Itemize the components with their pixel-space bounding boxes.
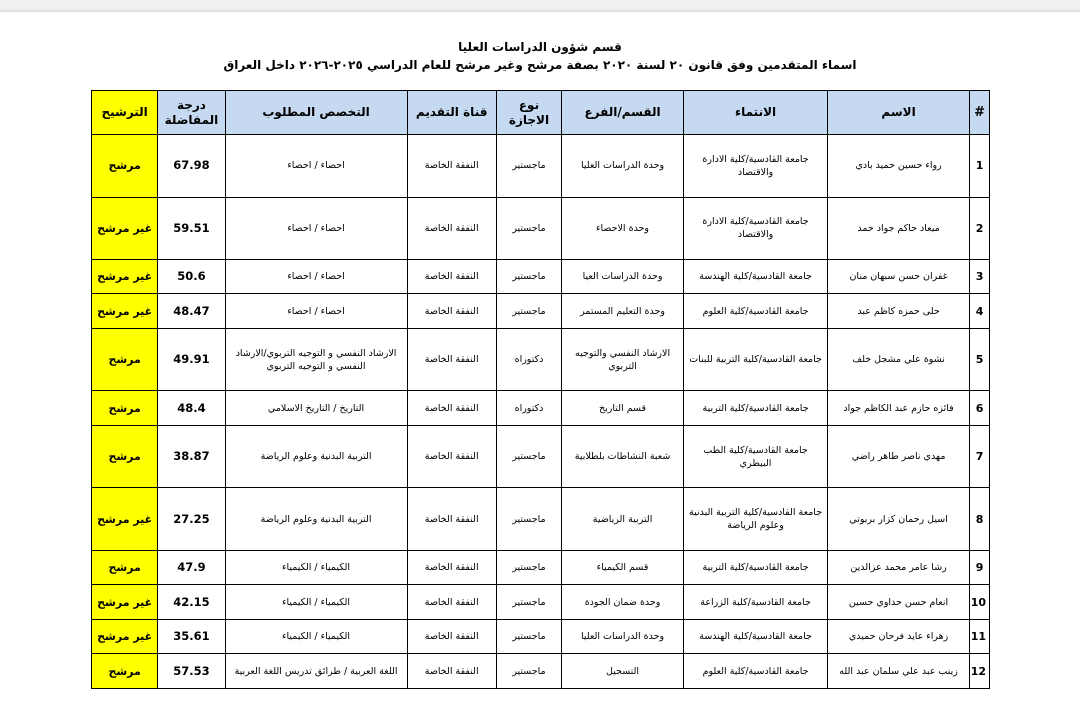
row-number: 12 — [970, 654, 990, 689]
affiliation: جامعة القادسية/كلية العلوم — [684, 654, 828, 689]
application-channel: النفقة الخاصة — [407, 585, 496, 619]
degree-type: دكتوراه — [496, 328, 561, 391]
nomination-status: مرشح — [92, 391, 158, 425]
row-number: 5 — [970, 328, 990, 391]
department: التسجيل — [562, 654, 684, 689]
degree-type: ماجستير — [496, 550, 561, 584]
row-number: 11 — [970, 619, 990, 653]
department-title: قسم شؤون الدراسات العليا — [458, 40, 622, 54]
applicant-name: نشوة علي مشجل خلف — [828, 328, 970, 391]
nomination-status: مرشح — [92, 550, 158, 584]
specialization: احصاء / احصاء — [225, 197, 407, 260]
affiliation: جامعة القادسية/كلية الزراعة — [684, 585, 828, 619]
specialization: الكيمياء / الكيمياء — [225, 585, 407, 619]
table-row — [92, 585, 990, 619]
application-channel: النفقة الخاصة — [407, 135, 496, 198]
document-title: اسماء المتقدمين وفق قانون ٢٠ لسنة ٢٠٢٠ بصفة مرشح وغير مرشح للعام الدراسي ٢٠٢٥-٢٠٢٦ داخل العراق — [223, 58, 857, 72]
department: وحدة التعليم المستمر — [562, 294, 684, 328]
table-header-row — [92, 91, 990, 135]
table-body — [92, 135, 990, 689]
department: وحدة الدراسات العليا — [562, 619, 684, 653]
row-number: 1 — [970, 135, 990, 198]
application-channel: النفقة الخاصة — [407, 294, 496, 328]
row-number: 6 — [970, 391, 990, 425]
application-channel: النفقة الخاصة — [407, 654, 496, 689]
column-header-score: درجة المفاضلة — [158, 91, 225, 135]
degree-type: ماجستير — [496, 197, 561, 260]
applicant-name: زينب عبد علي سلمان عبد الله — [828, 654, 970, 689]
application-channel: النفقة الخاصة — [407, 391, 496, 425]
row-number: 4 — [970, 294, 990, 328]
application-channel: النفقة الخاصة — [407, 260, 496, 294]
table-row — [92, 488, 990, 551]
row-number: 2 — [970, 197, 990, 260]
affiliation: جامعة القادسية/كلية التربية — [684, 391, 828, 425]
column-header-number: # — [970, 91, 990, 135]
application-channel: النفقة الخاصة — [407, 619, 496, 653]
degree-type: ماجستير — [496, 260, 561, 294]
row-number: 8 — [970, 488, 990, 551]
degree-type: ماجستير — [496, 425, 561, 488]
applicant-name: انعام حسن حداوي حسين — [828, 585, 970, 619]
specialization: الارشاد النفسي و التوجيه التربوي/الارشاد النفسي و التوجيه التربوي — [225, 328, 407, 391]
column-header-channel: قناة التقديم — [407, 91, 496, 135]
application-channel: النفقة الخاصة — [407, 425, 496, 488]
nomination-status: مرشح — [92, 328, 158, 391]
nomination-status: غير مرشح — [92, 585, 158, 619]
document-heading — [0, 38, 1080, 74]
table-row — [92, 294, 990, 328]
degree-type: ماجستير — [496, 294, 561, 328]
affiliation: جامعة القادسية/كلية الادارة والاقتصاد — [684, 197, 828, 260]
specialization: احصاء / احصاء — [225, 135, 407, 198]
column-header-status: الترشيح — [92, 91, 158, 135]
specialization: احصاء / احصاء — [225, 260, 407, 294]
column-header-specialization: التخصص المطلوب — [225, 91, 407, 135]
applicant-name: رشا عامر محمد عزالدين — [828, 550, 970, 584]
row-number: 10 — [970, 585, 990, 619]
degree-type: دكتوراه — [496, 391, 561, 425]
application-channel: النفقة الخاصة — [407, 550, 496, 584]
preference-score: 47.9 — [158, 550, 225, 584]
department: وحدة ضمان الجودة — [562, 585, 684, 619]
specialization: التاريخ / التاريخ الاسلامي — [225, 391, 407, 425]
affiliation: جامعة القادسية/كلية التربية للبنات — [684, 328, 828, 391]
row-number: 9 — [970, 550, 990, 584]
department: وحدة الدراسات العيا — [562, 260, 684, 294]
column-header-degree: نوع الاجازة — [496, 91, 561, 135]
preference-score: 67.98 — [158, 135, 225, 198]
specialization: التربية البدنية وعلوم الرياضة — [225, 488, 407, 551]
table-row — [92, 135, 990, 198]
application-channel: النفقة الخاصة — [407, 197, 496, 260]
degree-type: ماجستير — [496, 619, 561, 653]
applicant-name: ميعاد حاكم جواد حمد — [828, 197, 970, 260]
nomination-status: غير مرشح — [92, 260, 158, 294]
table-row — [92, 550, 990, 584]
table-row — [92, 619, 990, 653]
preference-score: 38.87 — [158, 425, 225, 488]
applicant-name: فائزه حازم عبد الكاظم جواد — [828, 391, 970, 425]
column-header-affiliation: الانتماء — [684, 91, 828, 135]
affiliation: جامعة القادسية/كلية الطب البيطري — [684, 425, 828, 488]
column-header-name: الاسم — [828, 91, 970, 135]
table-row — [92, 260, 990, 294]
row-number: 3 — [970, 260, 990, 294]
nomination-status: غير مرشح — [92, 488, 158, 551]
applicant-name: زهراء عايد فرحان حميدي — [828, 619, 970, 653]
degree-type: ماجستير — [496, 654, 561, 689]
nomination-status: مرشح — [92, 135, 158, 198]
applicant-name: رواء حسين حميد بادي — [828, 135, 970, 198]
nomination-status: مرشح — [92, 425, 158, 488]
preference-score: 50.6 — [158, 260, 225, 294]
degree-type: ماجستير — [496, 135, 561, 198]
nomination-status: مرشح — [92, 654, 158, 689]
applicant-name: غفران حسن سبهان منان — [828, 260, 970, 294]
department: الارشاد النفسي والتوجيه التربوي — [562, 328, 684, 391]
degree-type: ماجستير — [496, 488, 561, 551]
affiliation: جامعة القادسية/كلية التربية — [684, 550, 828, 584]
affiliation: جامعة القادسية/كلية العلوم — [684, 294, 828, 328]
preference-score: 42.15 — [158, 585, 225, 619]
nomination-status: غير مرشح — [92, 619, 158, 653]
applicant-name: مهدي ناصر طاهر راضي — [828, 425, 970, 488]
preference-score: 59.51 — [158, 197, 225, 260]
applicants-table — [91, 90, 990, 689]
preference-score: 27.25 — [158, 488, 225, 551]
department: وحدة الدراسات العليا — [562, 135, 684, 198]
department: التربية الرياضية — [562, 488, 684, 551]
preference-score: 49.91 — [158, 328, 225, 391]
table-row — [92, 425, 990, 488]
document-page — [0, 12, 1080, 715]
specialization: التربية البدنية وعلوم الرياضة — [225, 425, 407, 488]
affiliation: جامعة القادسية/كلية التربية البدنية وعلوم الرياضة — [684, 488, 828, 551]
specialization: احصاء / احصاء — [225, 294, 407, 328]
affiliation: جامعة القادسية/كلية الهندسة — [684, 260, 828, 294]
table-row — [92, 197, 990, 260]
nomination-status: غير مرشح — [92, 197, 158, 260]
row-number: 7 — [970, 425, 990, 488]
application-channel: النفقة الخاصة — [407, 488, 496, 551]
preference-score: 48.4 — [158, 391, 225, 425]
degree-type: ماجستير — [496, 585, 561, 619]
column-header-department: القسم/الفرع — [562, 91, 684, 135]
applicant-name: اسيل رحمان كزار بربوتي — [828, 488, 970, 551]
applicant-name: حلى حمزه كاظم عبد — [828, 294, 970, 328]
preference-score: 35.61 — [158, 619, 225, 653]
affiliation: جامعة القادسية/كلية الهندسة — [684, 619, 828, 653]
specialization: الكيمياء / الكيمياء — [225, 619, 407, 653]
application-channel: النفقة الخاصة — [407, 328, 496, 391]
specialization: اللغة العربية / طرائق تدريس اللغة العربية — [225, 654, 407, 689]
table-row — [92, 328, 990, 391]
affiliation: جامعة القادسية/كلية الادارة والاقتصاد — [684, 135, 828, 198]
table-row — [92, 391, 990, 425]
department: قسم الكيمياء — [562, 550, 684, 584]
nomination-status: غير مرشح — [92, 294, 158, 328]
specialization: الكيمياء / الكيمياء — [225, 550, 407, 584]
department: وحدة الاحصاء — [562, 197, 684, 260]
preference-score: 57.53 — [158, 654, 225, 689]
department: شعبة النشاطات بلطلابية — [562, 425, 684, 488]
table-row — [92, 654, 990, 689]
department: قسم التاريخ — [562, 391, 684, 425]
preference-score: 48.47 — [158, 294, 225, 328]
